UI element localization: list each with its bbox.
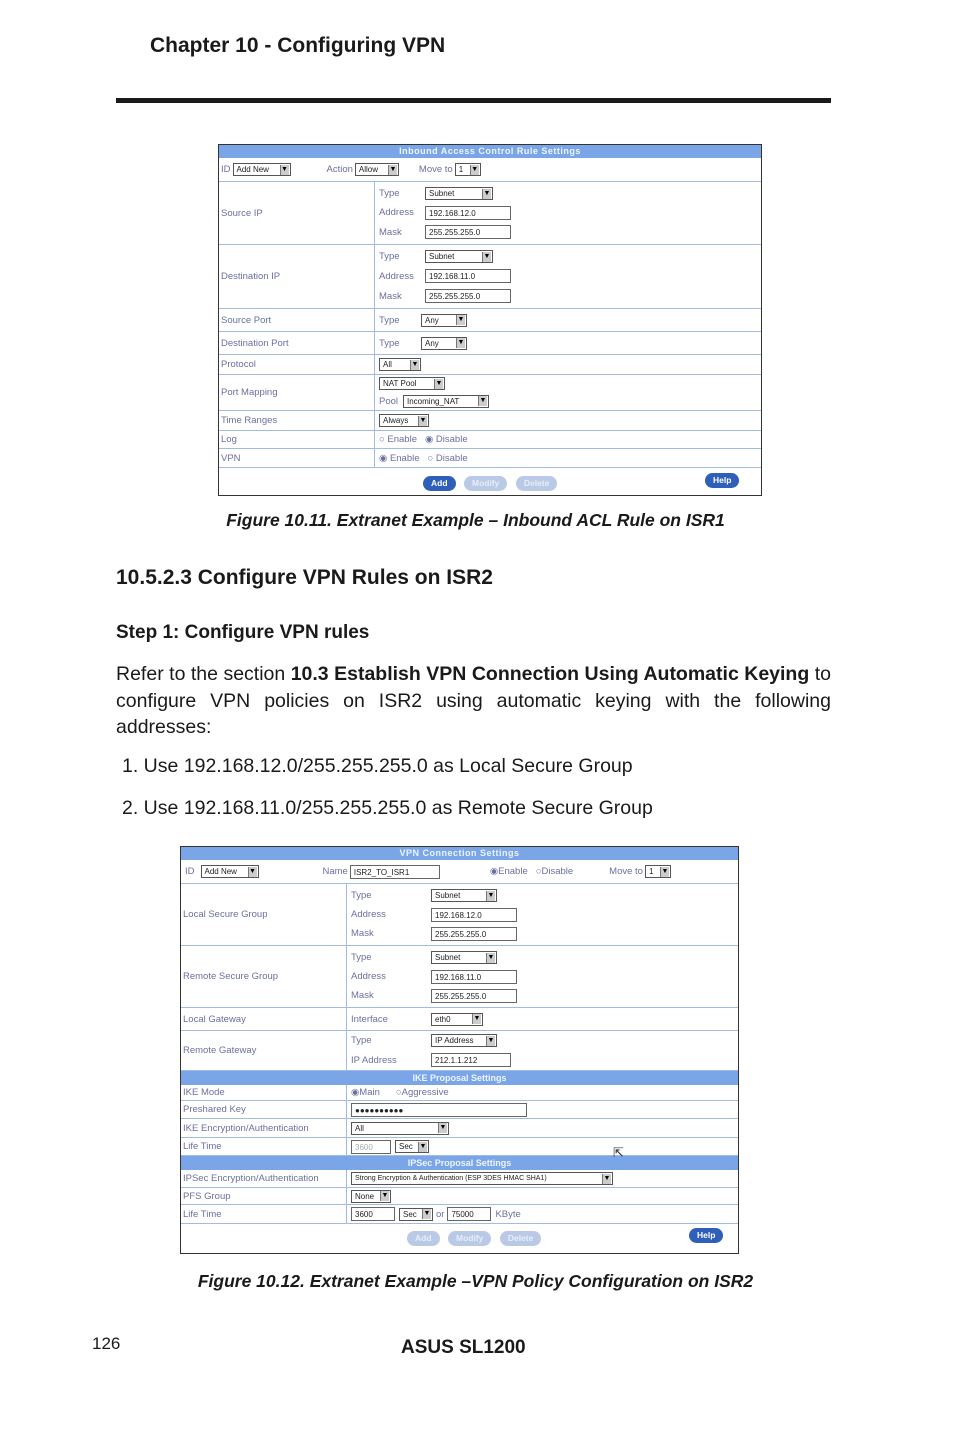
log-disable-radio[interactable]: ◉ Disable <box>424 434 468 445</box>
type-label: Type <box>351 952 372 963</box>
figure-vpn-policy-screenshot <box>180 846 739 1254</box>
address-label: Address <box>351 971 386 982</box>
ip-address-label: IP Address <box>351 1054 397 1066</box>
ike-enc-select[interactable]: All ▼ <box>351 1122 449 1135</box>
rg-type-select[interactable]: Subnet ▼ <box>431 951 497 964</box>
address-label: Address <box>379 270 414 282</box>
lg-mask-input[interactable]: 255.255.255.0 <box>431 927 517 941</box>
vpn-disable-radio[interactable]: ○ Disable <box>427 452 468 464</box>
lg-address-input[interactable]: 192.168.12.0 <box>431 908 517 922</box>
time-ranges-label: Time Ranges <box>219 411 375 430</box>
dst-port-type-select[interactable]: Any ▼ <box>421 337 467 350</box>
action-label: Action <box>326 164 353 175</box>
name-label: Name <box>322 866 348 877</box>
acl-id-row <box>219 158 761 182</box>
add-button[interactable]: Add <box>423 476 456 491</box>
step-heading: Step 1: Configure VPN rules <box>116 622 370 643</box>
chapter-title: Chapter 10 - Configuring VPN <box>150 34 446 57</box>
remote-gateway-label: Remote Gateway <box>181 1031 347 1070</box>
ike-main-radio[interactable]: ◉Main <box>351 1087 380 1098</box>
type-label: Type <box>351 1035 372 1047</box>
remote-group-row <box>181 946 738 1008</box>
lg-type-select[interactable]: Subnet ▼ <box>431 889 497 902</box>
ipsec-lifetime-label: Life Time <box>181 1205 347 1223</box>
psk-input[interactable]: ●●●●●●●●●● <box>351 1103 527 1117</box>
ipsec-enc-row <box>181 1170 738 1188</box>
vpn-row <box>219 449 761 468</box>
id-select[interactable]: Add New ▼ <box>233 163 291 176</box>
mask-label: Mask <box>379 226 402 238</box>
src-address-input[interactable]: 192.168.12.0 <box>425 206 511 220</box>
vpn-id-row <box>181 860 738 884</box>
psk-row <box>181 1101 738 1119</box>
list-item: 2. Use 192.168.11.0/255.255.255.0 as Remote Secure Group <box>122 797 653 819</box>
footer-product: ASUS SL1200 <box>401 1337 526 1358</box>
mask-label: Mask <box>351 928 374 939</box>
figure-caption: Figure 10.11. Extranet Example – Inbound ACL Rule on ISR1 <box>226 510 725 530</box>
moveto-label: Move to <box>418 164 453 175</box>
figure-caption: Figure 10.12. Extranet Example –VPN Policy Configuration on ISR2 <box>197 1271 754 1291</box>
enable-radio[interactable]: ◉Enable <box>489 866 528 877</box>
dest-port-row <box>219 332 761 355</box>
vpn-settings-header: VPN Connection Settings <box>181 847 738 860</box>
ipsec-enc-label: IPSec Encryption/Authentication <box>181 1170 347 1187</box>
type-label: Type <box>379 188 400 200</box>
ipsec-enc-select[interactable]: Strong Encryption & Authentication (ESP 3DES HMAC SHA1) ▼ <box>351 1172 613 1185</box>
dst-mask-input[interactable]: 255.255.255.0 <box>425 289 511 303</box>
time-ranges-select[interactable]: Always ▼ <box>379 414 429 427</box>
source-port-row <box>219 309 761 332</box>
local-gateway-label: Local Gateway <box>181 1008 347 1030</box>
pfs-row <box>181 1188 738 1205</box>
action-select[interactable]: Allow ▼ <box>355 163 399 176</box>
ike-enc-row <box>181 1119 738 1138</box>
source-ip-label: Source IP <box>219 182 375 244</box>
section-heading: 10.5.2.3 Configure VPN Rules on ISR2 <box>116 566 493 589</box>
vpn-button-bar <box>181 1224 738 1250</box>
rg-mask-input[interactable]: 255.255.255.0 <box>431 989 517 1003</box>
log-label: Log <box>219 431 375 448</box>
src-mask-input[interactable]: 255.255.255.0 <box>425 225 511 239</box>
list-item: 1. Use 192.168.12.0/255.255.255.0 as Local Secure Group <box>122 755 633 777</box>
protocol-label: Protocol <box>219 355 375 374</box>
address-label: Address <box>379 207 414 219</box>
pfs-label: PFS Group <box>181 1188 347 1204</box>
local-gateway-row <box>181 1008 738 1031</box>
dest-port-label: Destination Port <box>219 332 375 354</box>
kbyte-label: KByte <box>495 1208 521 1220</box>
vpn-enable-radio[interactable]: ◉ Enable <box>379 452 420 464</box>
moveto-label: Move to <box>609 866 643 877</box>
pool-select[interactable]: Incoming_NAT ▼ <box>403 395 489 408</box>
interface-label: Interface <box>351 1013 388 1025</box>
mask-label: Mask <box>379 290 402 302</box>
name-input[interactable]: ISR2_TO_ISR1 <box>350 865 440 879</box>
add-button[interactable]: Add <box>407 1231 440 1246</box>
disable-radio[interactable]: ○Disable <box>535 866 574 877</box>
pool-label: Pool <box>379 395 399 407</box>
kbyte-input[interactable]: 75000 <box>447 1207 491 1221</box>
dest-ip-label: Destination IP <box>219 245 375 308</box>
type-label: Type <box>379 337 400 349</box>
modify-button[interactable]: Modify <box>448 1231 491 1246</box>
modify-button[interactable]: Modify <box>464 476 507 491</box>
protocol-select[interactable]: All ▼ <box>379 358 421 371</box>
ike-mode-row <box>181 1085 738 1101</box>
acl-settings-header: Inbound Access Control Rule Settings <box>219 145 761 158</box>
page-number: 126 <box>92 1334 121 1353</box>
ike-aggressive-radio[interactable]: ○Aggressive <box>395 1087 449 1098</box>
moveto-select[interactable]: 1 ▼ <box>455 163 481 176</box>
ike-lifetime-input[interactable]: 3600 <box>351 1140 391 1154</box>
help-button[interactable]: Help <box>705 473 739 488</box>
address-label: Address <box>351 909 386 920</box>
remote-gateway-row <box>181 1031 738 1071</box>
log-row <box>219 431 761 449</box>
ipsec-lifetime-row <box>181 1205 738 1224</box>
ike-enc-label: IKE Encryption/Authentication <box>181 1119 347 1137</box>
src-port-type-select[interactable]: Any ▼ <box>421 314 467 327</box>
local-group-label: Local Secure Group <box>181 884 347 945</box>
ike-section-header: IKE Proposal Settings <box>181 1071 738 1085</box>
ike-lifetime-row <box>181 1138 738 1156</box>
id-select[interactable]: Add New ▼ <box>201 865 259 878</box>
delete-button[interactable]: Delete <box>516 476 558 491</box>
local-group-row <box>181 884 738 946</box>
psk-label: Preshared Key <box>181 1101 347 1118</box>
dst-type-select[interactable]: Subnet ▼ <box>425 250 493 263</box>
dst-address-input[interactable]: 192.168.11.0 <box>425 269 511 283</box>
mask-label: Mask <box>351 990 374 1001</box>
help-button[interactable]: Help <box>689 1228 723 1243</box>
ike-unit-select[interactable]: Sec ▼ <box>395 1140 429 1153</box>
rg-address-input[interactable]: 192.168.11.0 <box>431 970 517 984</box>
or-label: or <box>436 1208 445 1220</box>
header-rule <box>116 98 831 103</box>
mouse-cursor-icon: ⇱ <box>613 1145 624 1160</box>
src-type-select[interactable]: Subnet ▼ <box>425 187 493 200</box>
port-mapping-row <box>219 375 761 411</box>
remote-group-label: Remote Secure Group <box>181 946 347 1007</box>
rgw-type-select[interactable]: IP Address ▼ <box>431 1034 497 1047</box>
moveto-select[interactable]: 1 ▼ <box>645 865 671 878</box>
source-port-label: Source Port <box>219 309 375 331</box>
rgw-ip-input[interactable]: 212.1.1.212 <box>431 1053 511 1067</box>
ipsec-section-header: IPSec Proposal Settings <box>181 1156 738 1170</box>
figure-inbound-acl-screenshot <box>218 144 762 496</box>
ipsec-lifetime-input[interactable]: 3600 <box>351 1207 395 1221</box>
log-enable-radio[interactable]: ○ Enable <box>379 434 417 445</box>
source-ip-row <box>219 182 761 245</box>
vpn-label: VPN <box>219 449 375 467</box>
type-label: Type <box>351 890 372 901</box>
time-ranges-row <box>219 411 761 431</box>
section-reference: 10.3 Establish VPN Connection Using Automatic Keying <box>290 663 810 685</box>
acl-button-bar <box>219 468 761 494</box>
body-paragraph: Refer to the section 10.3 Establish VPN Connection Using Automatic Keying to configure VPN policies on ISR2 using automatic keying with the following addresses: <box>116 663 831 738</box>
pfs-select[interactable]: None ▼ <box>351 1190 391 1203</box>
dest-ip-row <box>219 245 761 309</box>
delete-button[interactable]: Delete <box>500 1231 542 1246</box>
type-label: Type <box>379 251 400 263</box>
port-mapping-select[interactable]: NAT Pool ▼ <box>379 377 445 390</box>
id-label: ID <box>221 164 231 175</box>
ike-lifetime-label: Life Time <box>181 1138 347 1155</box>
ipsec-unit-select[interactable]: Sec ▼ <box>399 1208 433 1221</box>
id-label: ID <box>185 866 195 877</box>
interface-select[interactable]: eth0 ▼ <box>431 1013 483 1026</box>
port-mapping-label: Port Mapping <box>219 375 375 410</box>
protocol-row <box>219 355 761 375</box>
type-label: Type <box>379 314 400 326</box>
ike-mode-label: IKE Mode <box>181 1085 347 1100</box>
